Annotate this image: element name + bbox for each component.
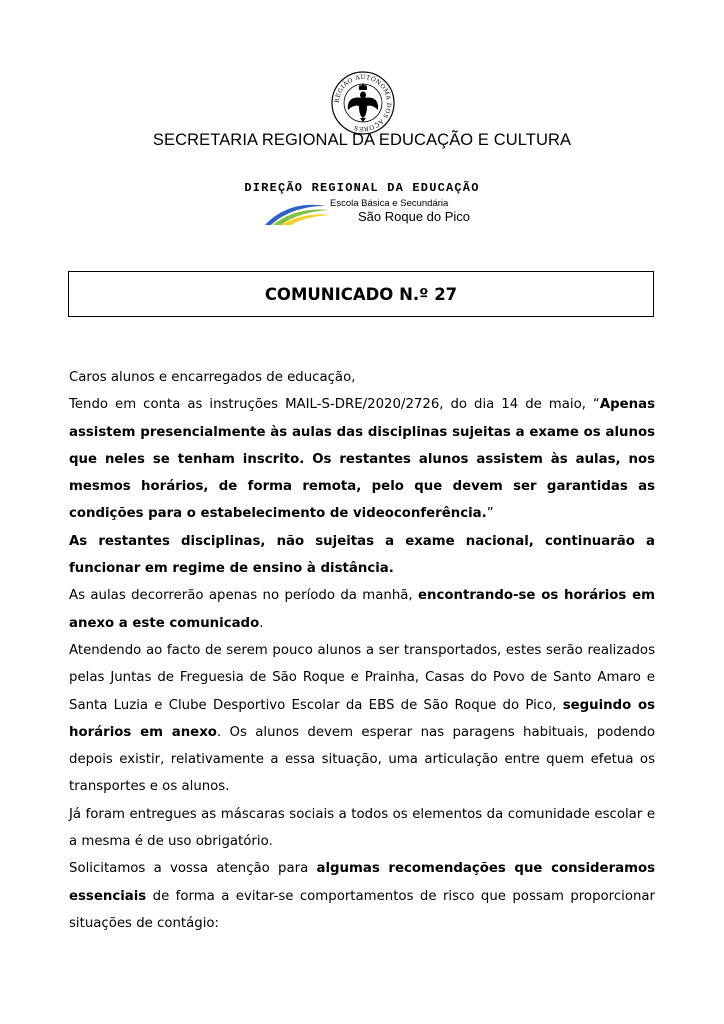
school-name-line1: Escola Básica e Secundária bbox=[330, 198, 449, 209]
paragraph bbox=[69, 582, 655, 637]
bold-text-span: seguindo os horários em anexo bbox=[69, 697, 655, 740]
title-box bbox=[68, 271, 654, 317]
text-span: Caros alunos e encarregados de educação, bbox=[69, 370, 356, 385]
coat-of-arms-seal bbox=[330, 70, 396, 136]
bold-text-span: Apenas assistem presencialmente às aulas das disciplinas sujeitas a exame os alunos que neles se tenham inscrito. Os restantes alunos assistem às aulas, nos mesmos horários, de forma remota, pelo que devem ser garantidas as condições para o estabelecimento de videoconferência. bbox=[69, 397, 655, 522]
document-body bbox=[69, 364, 655, 937]
text-span: Atendendo ao facto de serem pouco alunos a ser transportados, estes serão realizados pelas Juntas de Freguesia de São Roque e Prainha, Casas do Povo de Santo Amaro e Santa Luzia e Clube Desportivo Escolar da EBS de São Roque do Pico, bbox=[69, 642, 655, 713]
text-span: . Os alunos devem esperar nas paragens habituais, podendo depois existir, relativamente a essa situação, uma articulação entre quem efetua os transportes e os alunos. bbox=[69, 724, 655, 795]
eagle-icon bbox=[348, 83, 378, 122]
text-span: de forma a evitar-se comportamentos de risco que possam proporcionar situações de contágio: bbox=[69, 888, 655, 931]
text-span: Tendo em conta as instruções MAIL-S-DRE/2020/2726, do dia 14 de maio, “ bbox=[69, 397, 600, 413]
paragraph bbox=[69, 637, 655, 801]
bold-text-span: encontrando-se os horários em anexo a este comunicado bbox=[69, 588, 655, 631]
direcao-heading: DIREÇÃO REGIONAL DA EDUCAÇÃO bbox=[244, 181, 480, 195]
school-name-line2: São Roque do Pico bbox=[358, 209, 471, 224]
text-span: ” bbox=[486, 506, 494, 522]
text-span: Já foram entregues as máscaras sociais a todos os elementos da comunidade escolar e a mesma é de uso obrigatório. bbox=[69, 806, 655, 850]
paragraph bbox=[69, 528, 655, 583]
bold-text-span: As restantes disciplinas, não sujeitas a exame nacional, continuarão a funcionar em regime de ensino à distância. bbox=[69, 533, 655, 577]
text-span: . bbox=[259, 615, 264, 631]
paragraph bbox=[69, 364, 655, 391]
paragraph bbox=[69, 855, 655, 937]
school-logo bbox=[263, 198, 471, 228]
secretaria-heading: SECRETARIA REGIONAL DA EDUCAÇÃO E CULTURA bbox=[152, 131, 572, 149]
paragraph bbox=[69, 391, 655, 527]
bold-text-span: algumas recomendações que consideramos essenciais bbox=[69, 861, 656, 904]
text-span: As aulas decorrerão apenas no período da manhã, bbox=[69, 588, 419, 604]
seal-text: REGIÃO AUTÓNOMA DOS AÇORES bbox=[333, 73, 393, 133]
page-title: COMUNICADO N.º 27 bbox=[264, 284, 458, 304]
paragraph bbox=[69, 801, 655, 856]
text-span: Solicitamos a vossa atenção para bbox=[69, 861, 317, 877]
